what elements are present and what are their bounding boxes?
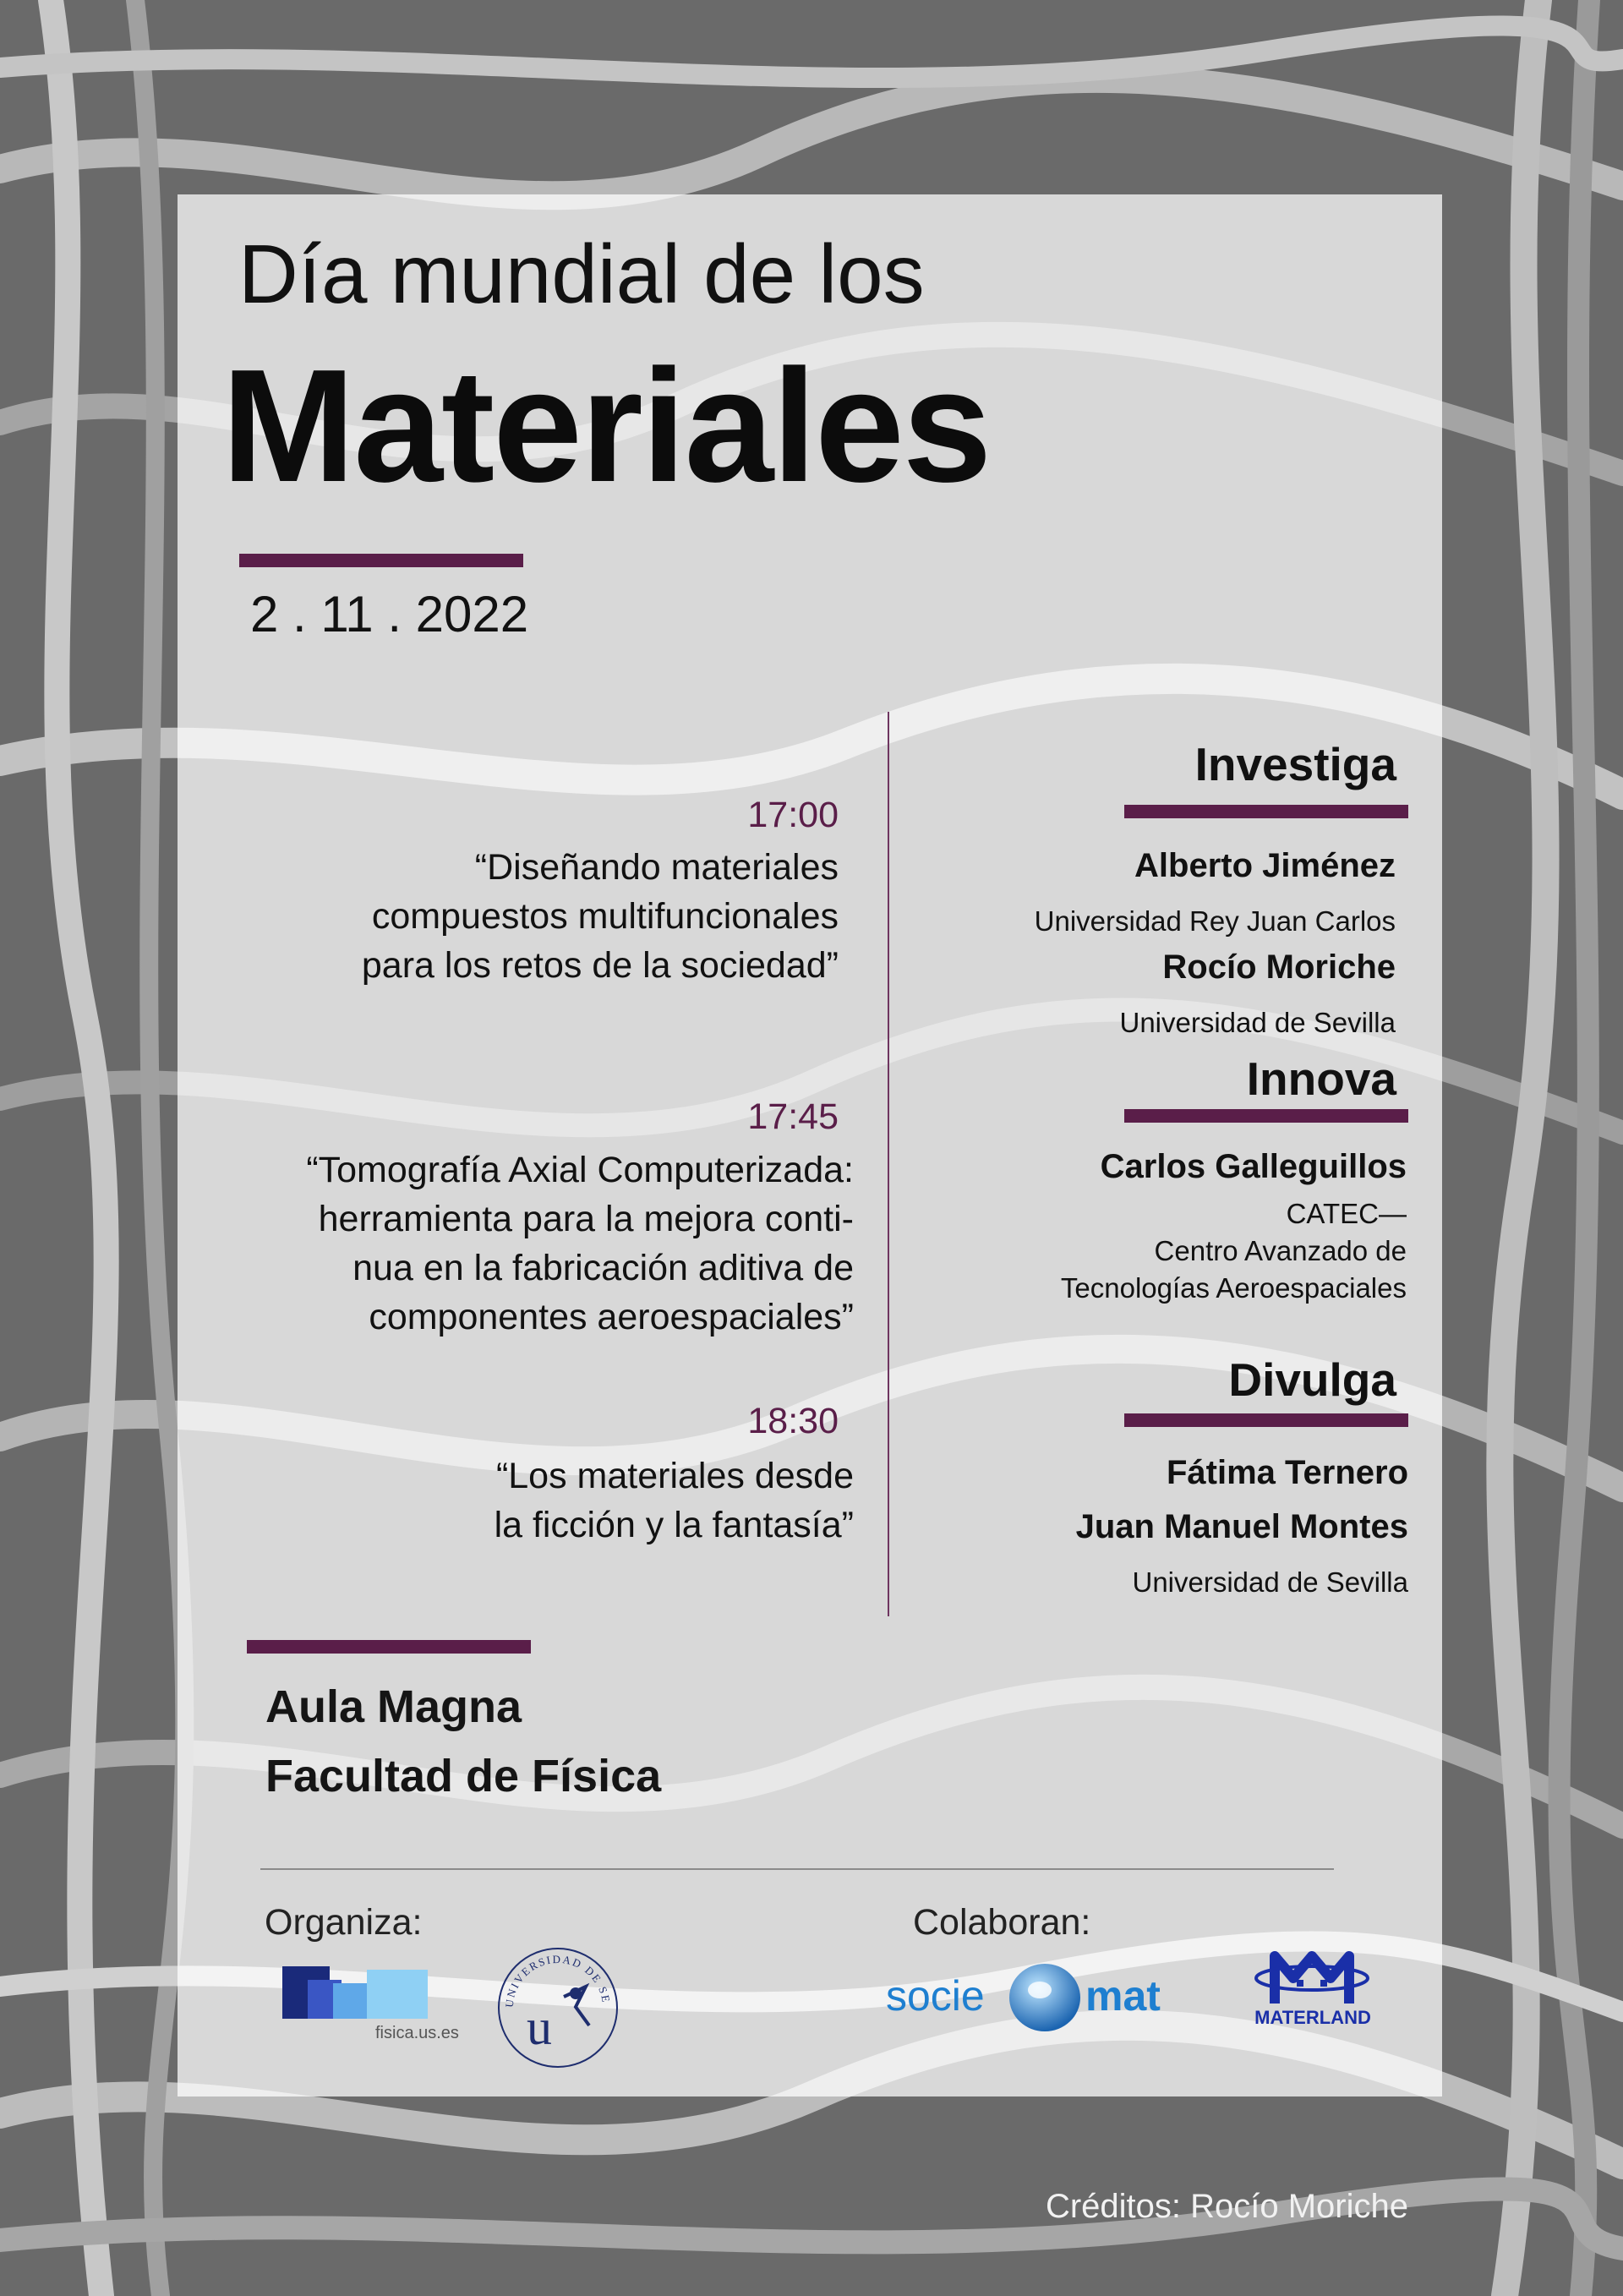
title-accent-bar [239, 554, 523, 567]
fisica-logo [282, 1961, 459, 2046]
materland-logo-icon [1249, 1944, 1376, 2007]
speaker-affiliation: CATEC— Centro Avanzado de Tecnologías Aeroespaciales [1060, 1198, 1407, 1304]
sociemat-logo-icon [1006, 1961, 1084, 2034]
title-line-1: Día mundial de los [238, 227, 925, 320]
speaker-affiliation: Universidad de Sevilla [1132, 1566, 1408, 1598]
talk-title: “Tomografía Axial Computerizada: herramienta para la mejora conti- nua en la fabricación aditiva de componentes aeroespaciales” [306, 1150, 854, 1337]
sociemat-text-left: socie [886, 1972, 985, 2020]
photo-credits: Créditos: Rocío Moriche [1045, 2188, 1408, 2225]
us-seal-logo [495, 1944, 621, 2071]
materland-logo [1249, 1944, 1376, 2029]
sociemat-text-right: mat [1085, 1972, 1161, 2020]
event-date: 2 . 11 . 2022 [250, 586, 529, 642]
speaker-affiliation: Universidad de Sevilla [1119, 1007, 1396, 1038]
talk-time: 17:00 [747, 795, 839, 835]
sociemat-logo [886, 1960, 1199, 2036]
colaboran-label: Colaboran: [913, 1902, 1091, 1943]
speaker-name: Rocío Moriche [1162, 948, 1396, 986]
venue-accent-bar [247, 1640, 531, 1654]
venue-line-1: Aula Magna [265, 1681, 522, 1732]
speaker-name: Juan Manuel Montes [1075, 1508, 1408, 1545]
section-heading-divulga: Divulga [1228, 1353, 1396, 1406]
talk-time: 18:30 [747, 1401, 839, 1441]
fisica-logo-icon [282, 1961, 434, 2029]
section-accent-bar [1124, 1109, 1408, 1123]
organiza-label: Organiza: [265, 1902, 423, 1943]
fisica-logo-text: fisica.us.es [375, 2024, 459, 2042]
footer-divider [260, 1868, 1334, 1870]
talk-title: “Diseñando materiales compuestos multifuncionales para los retos de la sociedad” [361, 847, 839, 986]
materland-logo-text: MATERLAND [1254, 2007, 1371, 2028]
talk-title: “Los materiales desde la ficción y la fantasía” [494, 1456, 854, 1545]
section-accent-bar [1124, 1413, 1408, 1427]
title-line-2: Materiales [221, 336, 991, 516]
university-seal-icon [495, 1944, 621, 2071]
section-heading-innova: Innova [1246, 1052, 1396, 1105]
speaker-name: Alberto Jiménez [1134, 847, 1396, 884]
talk-time: 17:45 [747, 1096, 839, 1137]
us-seal-text: UNIVERSIDAD DE SE [502, 1952, 613, 2009]
section-heading-investiga: Investiga [1194, 738, 1396, 790]
speaker-name: Fátima Ternero [1167, 1454, 1408, 1491]
section-accent-bar [1124, 805, 1408, 818]
venue-line-2: Facultad de Física [265, 1751, 662, 1801]
svg-text:u: u [527, 1999, 552, 2055]
speaker-name: Carlos Galleguillos [1100, 1148, 1407, 1185]
speaker-affiliation: Universidad Rey Juan Carlos [1034, 905, 1396, 937]
svg-text:UNIVERSIDAD DE SEVILLA [495, 1944, 613, 2008]
